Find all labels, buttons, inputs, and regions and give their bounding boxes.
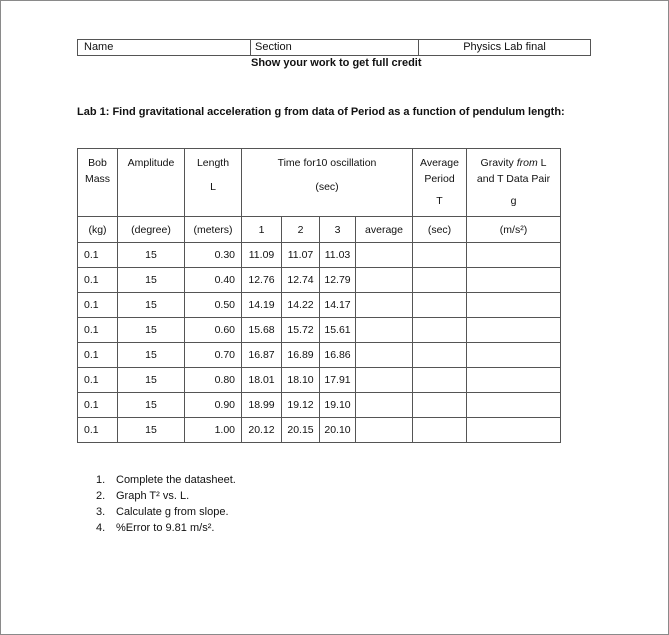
section-label: Section	[255, 41, 292, 53]
trial-1-cell: 16.87	[242, 343, 282, 368]
trial-1-cell: 11.09	[242, 243, 282, 268]
length-cell: 0.60	[185, 318, 242, 343]
amplitude-header: Amplitude	[118, 149, 185, 217]
average-cell[interactable]	[356, 318, 413, 343]
trial-2-cell: 16.89	[282, 343, 320, 368]
average-cell[interactable]	[356, 393, 413, 418]
average-cell[interactable]	[356, 243, 413, 268]
trial-3-cell: 11.03	[320, 243, 356, 268]
average-cell[interactable]	[356, 343, 413, 368]
amplitude-cell: 15	[118, 318, 185, 343]
table-row	[78, 243, 561, 268]
amplitude-cell: 15	[118, 293, 185, 318]
name-label: Name	[84, 41, 114, 53]
period-cell[interactable]	[413, 368, 467, 393]
length-cell: 0.80	[185, 368, 242, 393]
period-cell[interactable]	[413, 393, 467, 418]
trial-2-cell: 12.74	[282, 268, 320, 293]
average-cell[interactable]	[356, 368, 413, 393]
period-cell[interactable]	[413, 243, 467, 268]
trial-2-cell: 14.22	[282, 293, 320, 318]
instructions-subtitle: Show your work to get full credit	[251, 57, 422, 69]
length-cell: 0.40	[185, 268, 242, 293]
trial-2-cell: 18.10	[282, 368, 320, 393]
unit-length: (meters)	[185, 217, 242, 243]
gravity-cell[interactable]	[467, 268, 561, 293]
task-list	[96, 472, 236, 536]
mass-cell: 0.1	[78, 318, 118, 343]
data-table	[77, 148, 561, 443]
period-cell[interactable]	[413, 293, 467, 318]
trial-1-cell: 15.68	[242, 318, 282, 343]
table-row	[78, 393, 561, 418]
mass-cell: 0.1	[78, 343, 118, 368]
mass-cell: 0.1	[78, 418, 118, 443]
length-cell: 1.00	[185, 418, 242, 443]
amplitude-cell: 15	[118, 343, 185, 368]
trial-1-cell: 14.19	[242, 293, 282, 318]
trial-2-cell: 15.72	[282, 318, 320, 343]
unit-gravity: (m/s²)	[467, 217, 561, 243]
time-header: Time for10 oscillation (sec)	[242, 149, 413, 217]
task-item: 4. %Error to 9.81 m/s².	[96, 522, 215, 534]
trial-3-cell: 15.61	[320, 318, 356, 343]
table-row	[78, 268, 561, 293]
amplitude-cell: 15	[118, 268, 185, 293]
period-cell[interactable]	[413, 268, 467, 293]
trial-2-cell: 11.07	[282, 243, 320, 268]
amplitude-cell: 15	[118, 418, 185, 443]
period-cell[interactable]	[413, 343, 467, 368]
units-row	[78, 217, 561, 243]
length-cell: 0.50	[185, 293, 242, 318]
table-row	[78, 418, 561, 443]
period-cell[interactable]	[413, 418, 467, 443]
mass-cell: 0.1	[78, 293, 118, 318]
amplitude-cell: 15	[118, 243, 185, 268]
average-period-header: Average Period T	[413, 149, 467, 217]
length-cell: 0.90	[185, 393, 242, 418]
gravity-header: Gravity from L and T Data Pair g	[467, 149, 561, 217]
gravity-cell[interactable]	[467, 393, 561, 418]
unit-trial-2: 2	[282, 217, 320, 243]
header-row	[78, 149, 561, 217]
trial-2-cell: 19.12	[282, 393, 320, 418]
table-row	[78, 318, 561, 343]
trial-1-cell: 18.99	[242, 393, 282, 418]
section-field[interactable]	[251, 40, 419, 55]
gravity-cell[interactable]	[467, 293, 561, 318]
table-row	[78, 368, 561, 393]
lab-title	[77, 106, 565, 118]
mass-cell: 0.1	[78, 368, 118, 393]
trial-3-cell: 20.10	[320, 418, 356, 443]
task-item: 3. Calculate g from slope.	[96, 506, 229, 518]
unit-amplitude: (degree)	[118, 217, 185, 243]
gravity-cell[interactable]	[467, 343, 561, 368]
lab-description: Find gravitational acceleration g from data of Period as a function of pendulum length:	[112, 106, 565, 118]
unit-trial-1: 1	[242, 217, 282, 243]
task-item: 1. Complete the datasheet.	[96, 474, 236, 486]
header-info-table	[77, 39, 591, 56]
average-cell[interactable]	[356, 418, 413, 443]
trial-3-cell: 17.91	[320, 368, 356, 393]
name-field[interactable]	[78, 40, 251, 55]
trial-3-cell: 19.10	[320, 393, 356, 418]
gravity-cell[interactable]	[467, 243, 561, 268]
trial-2-cell: 20.15	[282, 418, 320, 443]
table-row	[78, 343, 561, 368]
table-row	[78, 293, 561, 318]
unit-period: (sec)	[413, 217, 467, 243]
amplitude-cell: 15	[118, 368, 185, 393]
trial-3-cell: 14.17	[320, 293, 356, 318]
mass-cell: 0.1	[78, 393, 118, 418]
length-cell: 0.30	[185, 243, 242, 268]
gravity-cell[interactable]	[467, 368, 561, 393]
trial-1-cell: 18.01	[242, 368, 282, 393]
unit-trial-3: 3	[320, 217, 356, 243]
amplitude-cell: 15	[118, 393, 185, 418]
gravity-cell[interactable]	[467, 418, 561, 443]
trial-1-cell: 12.76	[242, 268, 282, 293]
bob-mass-header: Bob Mass	[78, 149, 118, 217]
trial-3-cell: 12.79	[320, 268, 356, 293]
unit-mass: (kg)	[78, 217, 118, 243]
length-cell: 0.70	[185, 343, 242, 368]
length-header: Length L	[185, 149, 242, 217]
mass-cell: 0.1	[78, 268, 118, 293]
average-cell[interactable]	[356, 293, 413, 318]
period-cell[interactable]	[413, 318, 467, 343]
unit-average: average	[356, 217, 413, 243]
average-cell[interactable]	[356, 268, 413, 293]
course-title: Physics Lab final	[463, 41, 546, 53]
mass-cell: 0.1	[78, 243, 118, 268]
task-item: 2. Graph T² vs. L.	[96, 490, 190, 502]
trial-1-cell: 20.12	[242, 418, 282, 443]
trial-3-cell: 16.86	[320, 343, 356, 368]
gravity-cell[interactable]	[467, 318, 561, 343]
lab-prefix: Lab 1:	[77, 106, 113, 118]
